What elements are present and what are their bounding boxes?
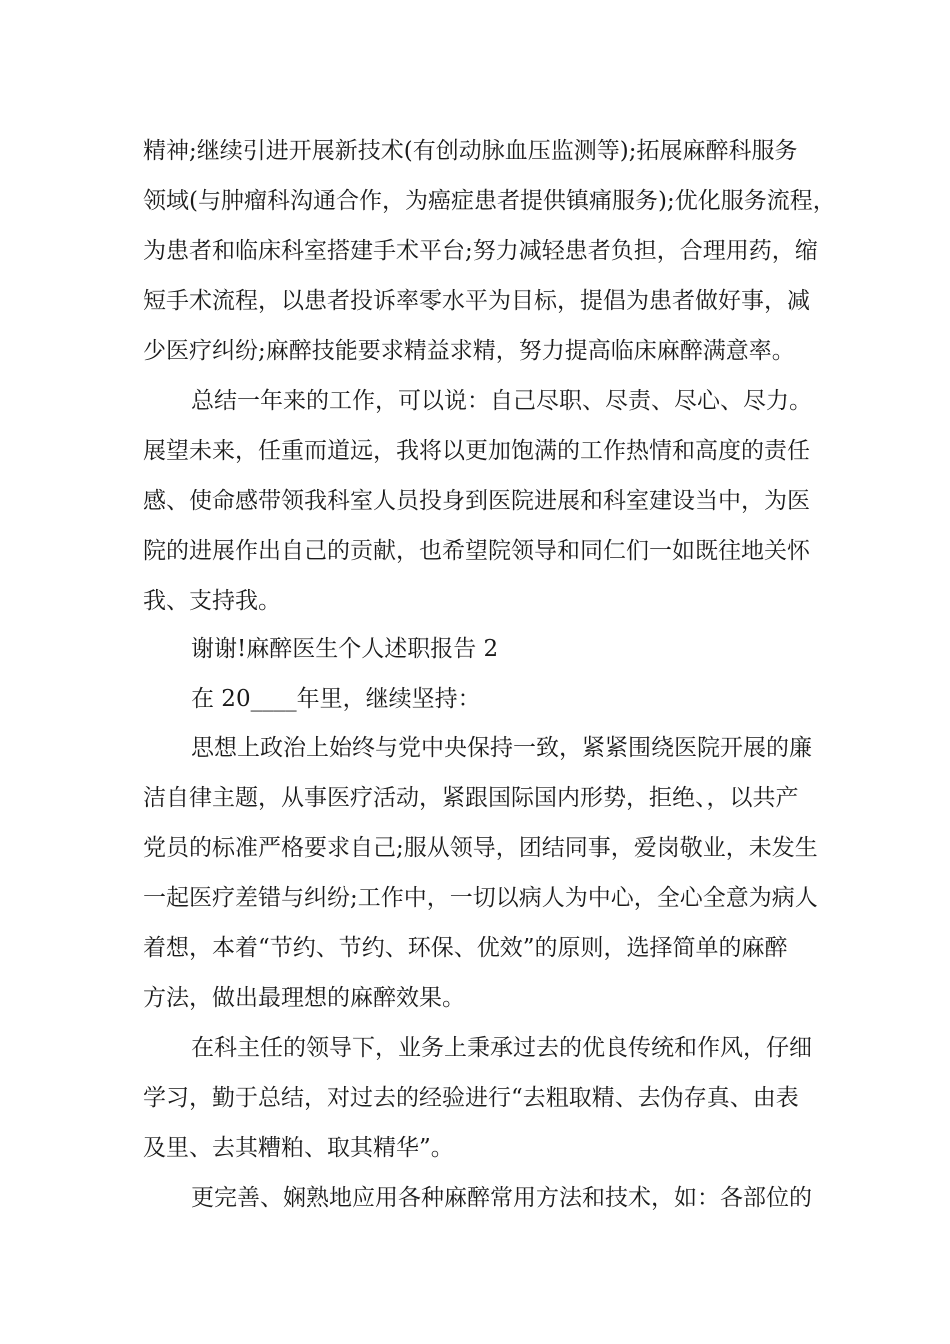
text-line: 方法，做出最理想的麻醉效果。 bbox=[143, 985, 465, 1011]
paragraph bbox=[143, 674, 813, 724]
text-line: 着想，本着“节约、节约、环保、优效”的原则，选择简单的麻醉 bbox=[143, 935, 788, 961]
text-line: 总结一年来的工作，可以说：自己尽职、尽责、尽心、尽力。 bbox=[191, 388, 812, 414]
text-line: 在科主任的领导下，业务上秉承过去的优良传统和作风，仔细 bbox=[191, 1035, 812, 1061]
text-line: 感、使命感带领我科室人员投身到医院进展和科室建设当中，为医 bbox=[143, 488, 810, 514]
text-line: 学习，勤于总结，对过去的经验进行“去粗取精、去伪存真、由表 bbox=[143, 1085, 799, 1111]
text-line: 更完善、娴熟地应用各种麻醉常用方法和技术，如：各部位的 bbox=[191, 1185, 812, 1211]
text-line: 及里、去其糟粕、取其精华”。 bbox=[143, 1135, 454, 1161]
paragraph bbox=[143, 723, 818, 1023]
paragraph bbox=[143, 126, 836, 376]
text-line: 洁自律主题，从事医疗活动，紧跟国际国内形势，拒绝、，以共产 bbox=[143, 785, 799, 811]
text-line: 思想上政治上始终与党中央保持一致，紧紧围绕医院开展的廉 bbox=[191, 735, 812, 761]
paragraph bbox=[143, 1023, 813, 1173]
text-line: 精神;继续引进开展新技术(有创动脉血压监测等);拓展麻醉科服务 bbox=[143, 138, 798, 164]
paragraph bbox=[143, 1173, 813, 1223]
text-line: 一起医疗差错与纠纷;工作中，一切以病人为中心，全心全意为病人 bbox=[143, 885, 818, 911]
section-heading bbox=[143, 624, 813, 674]
text-line: 展望未来，任重而道远，我将以更加饱满的工作热情和高度的责任 bbox=[143, 438, 810, 464]
text-line: 为患者和临床科室搭建手术平台;努力减轻患者负担，合理用药，缩 bbox=[143, 238, 818, 264]
text-line: 党员的标准严格要求自己;服从领导，团结同事，爱岗敬业，未发生 bbox=[143, 835, 818, 861]
text-line: 少医疗纠纷;麻醉技能要求精益求精，努力提高临床麻醉满意率。 bbox=[143, 338, 795, 364]
text-line: 我、支持我。 bbox=[143, 588, 281, 614]
text-line: 在 20____年里，继续坚持： bbox=[191, 686, 481, 712]
text-line: 领域(与肿瘤科沟通合作，为癌症患者提供镇痛服务);优化服务流程， bbox=[143, 188, 836, 214]
text-line: 院的进展作出自己的贡献，也希望院领导和同仁们一如既往地关怀 bbox=[143, 538, 810, 564]
text-line: 短手术流程，以患者投诉率零水平为目标，提倡为患者做好事，减 bbox=[143, 288, 810, 314]
text-line: 谢谢!麻醉医生个人述职报告 2 bbox=[191, 636, 499, 662]
paragraph bbox=[143, 376, 813, 626]
